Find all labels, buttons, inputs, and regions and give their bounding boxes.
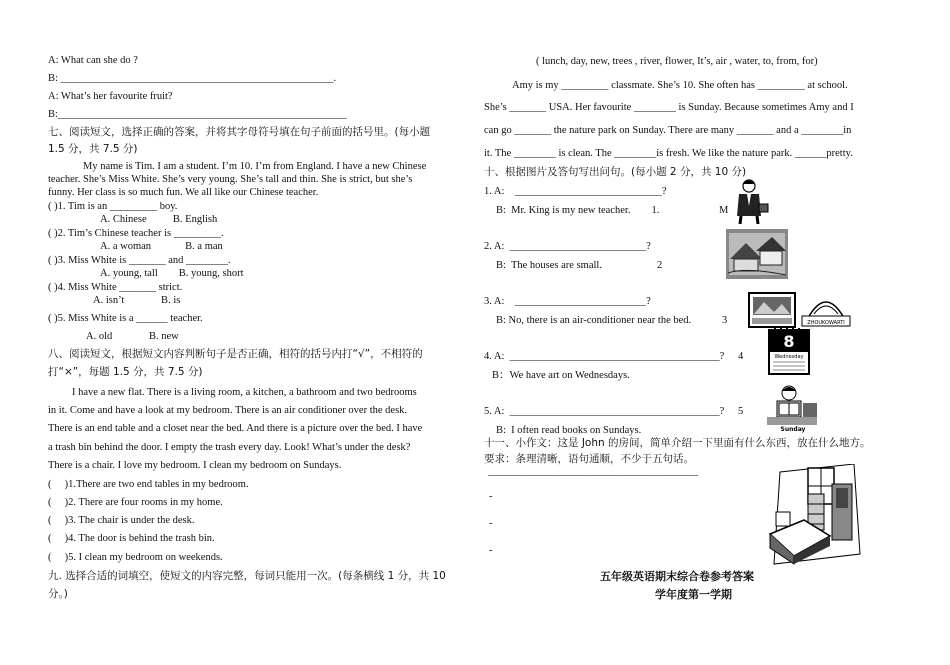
answer-key-subtitle: 学年度第一学期 (655, 588, 732, 601)
s8-question-1: ( )1.There are two end tables in my bedroom. (48, 479, 249, 490)
section-8-passage-3: There is an end table and a closet near the bed. And there is a picture over the bed. I have (48, 423, 423, 434)
s7-options-3: A. young, tall B. young, short (100, 268, 244, 279)
s10-q3-b: B: No, there is an air-conditioner near the bed. (496, 315, 692, 326)
s10-q3-a: 3. A: _________________________? (484, 296, 651, 307)
cloze-line-4: it. The ________ is clean. The ________is fresh. We like the nature park. ______pretty. (484, 148, 853, 159)
book-day-label: Sunday (780, 426, 806, 433)
dialog-line-3: A: What’s her favourite fruit? (48, 91, 173, 102)
room-window-illustration (748, 292, 796, 328)
section-8-title: 八、阅读短文，根据短文内容判断句子是否正确，相符的括号内打“√”，不相符的 (48, 348, 423, 360)
s7-options-4: A. isn’t B. is (93, 295, 181, 306)
cloze-line-3: can go _______ the nature park on Sunday. There are many _______ and a ________in (484, 125, 852, 136)
s10-q1-extra: M (719, 205, 729, 216)
cloze-line-1: Amy is my _________ classmate. She’s 10. She often has _________ at school. (512, 80, 848, 91)
section-7-passage-2: teacher. She’s Miss White. She’s very young. She’s tall and thin. She is strict, but she’s (48, 174, 413, 185)
s10-q4-num: 4 (738, 351, 744, 362)
section-7-title-cont: 1.5 分，共 7.5 分) (48, 143, 138, 155)
s8-question-5: ( )5. I clean my bedroom on weekends. (48, 552, 223, 563)
s10-q5-a: 5. A: ________________________________________? (484, 406, 725, 417)
calendar-illustration (767, 326, 811, 376)
cloze-line-2: She’s _______ USA. Her favourite ________ is Sunday. Because sometimes Amy and I (484, 102, 854, 113)
johns-room-illustration (768, 464, 866, 566)
s10-q4-a: 4. A: ________________________________________? (484, 351, 725, 362)
s10-q2-b: B: The houses are small. (496, 260, 602, 271)
section-9-title: 九. 选择合适的词填空，使短文的内容完整，每词只能用一次。(每条横线 1 分，共 10 (48, 570, 446, 582)
section-7-passage-1: My name is Tim. I am a student. I’m 10. I’m from England. I have a new Chinese (83, 161, 427, 172)
s8-question-2: ( )2. There are four rooms in my home. (48, 497, 223, 508)
s10-q1-a: 1. A: ____________________________? (484, 186, 667, 197)
s7-options-2: A. a woman B. a man (100, 241, 223, 252)
dash-1: - (489, 491, 493, 502)
s8-question-4: ( )4. The door is behind the trash bin. (48, 533, 215, 544)
s7-question-2: ( )2. Tim’s Chinese teacher is _________. (48, 228, 224, 239)
s7-options-1: A. Chinese B. English (100, 214, 218, 225)
teacher-illustration (727, 178, 775, 224)
dash-2: - (489, 518, 493, 529)
s10-q5-b: B: I often read books on Sundays. (496, 425, 642, 436)
section-8-passage-5: There is a chair. I love my bedroom. I clean my bedroom on Sundays. (48, 460, 342, 471)
dash-3: - (489, 545, 493, 556)
section-8-passage-4: a trash bin behind the door. I empty the trash every day. Look! What’s under the desk? (48, 442, 411, 453)
sign-text: ZHOUKOWARTI (807, 320, 845, 326)
section-7-title: 七、阅读短文，选择正确的答案，并将其字母符号填在句子前面的括号里。(每小题 (48, 126, 431, 138)
reading-boy-illustration (763, 383, 821, 433)
section-8-passage-1: I have a new flat. There is a living room, a kitchen, a bathroom and two bedrooms (72, 387, 417, 398)
section-8-title-cont: 打“×”，每题 1.5 分，共 7.5 分) (48, 366, 203, 378)
s8-question-3: ( )3. The chair is under the desk. (48, 515, 195, 526)
s10-q2-a: 2. A: __________________________? (484, 241, 651, 252)
s7-question-1: ( )1. Tim is an _________ boy. (48, 201, 178, 212)
calendar-number: 8 (783, 332, 795, 351)
word-bank: ( lunch, day, new, trees , river, flower, It’s, air , water, to, from, for) (536, 56, 818, 67)
s7-options-5: A. old B. new (86, 331, 179, 342)
section-11-title: 十一、小作文：这是 John 的房间，简单介绍一下里面有什么东西，放在什么地方。 (484, 437, 871, 449)
s10-q3-num: 3 (722, 315, 728, 326)
s10-q2-num: 2 (657, 260, 663, 271)
dialog-line-2: B: ____________________________________________________. (48, 73, 337, 84)
bed-illustration (800, 292, 852, 328)
s10-q5-num: 5 (738, 406, 744, 417)
section-7-passage-3: funny. Her class is so much fun. We all like our Chinese teacher. (48, 187, 319, 198)
section-10-title: 十、根据图片及答句写出问句。(每小题 2 分，共 10 分) (484, 166, 747, 178)
s10-q1-b: B: Mr. King is my new teacher. 1. (496, 205, 660, 216)
calendar-day: Wednesday (774, 354, 804, 360)
section-9-title-cont: 分。) (48, 588, 68, 600)
s7-question-3: ( )3. Miss White is _______ and ________. (48, 255, 231, 266)
section-11-requirement: 要求：条理清晰，语句通顺，不少于五句话。 (484, 453, 694, 465)
houses-illustration (726, 229, 788, 279)
s7-question-5: ( )5. Miss White is a ______ teacher. (48, 313, 203, 324)
dialog-line-1: A: What can she do ? (48, 55, 138, 66)
writing-line: ________________________________________ (488, 466, 698, 477)
answer-key-title: 五年级英语期末综合卷参考答案 (600, 570, 754, 583)
s7-question-4: ( )4. Miss White _______ strict. (48, 282, 183, 293)
s10-q4-b: B：We have art on Wednesdays. (492, 370, 630, 381)
section-8-passage-2: in it. Come and have a look at my bedroom. There is an air conditioner over the desk. (48, 405, 408, 416)
dialog-line-4: B:_______________________________________________________ (48, 109, 347, 120)
